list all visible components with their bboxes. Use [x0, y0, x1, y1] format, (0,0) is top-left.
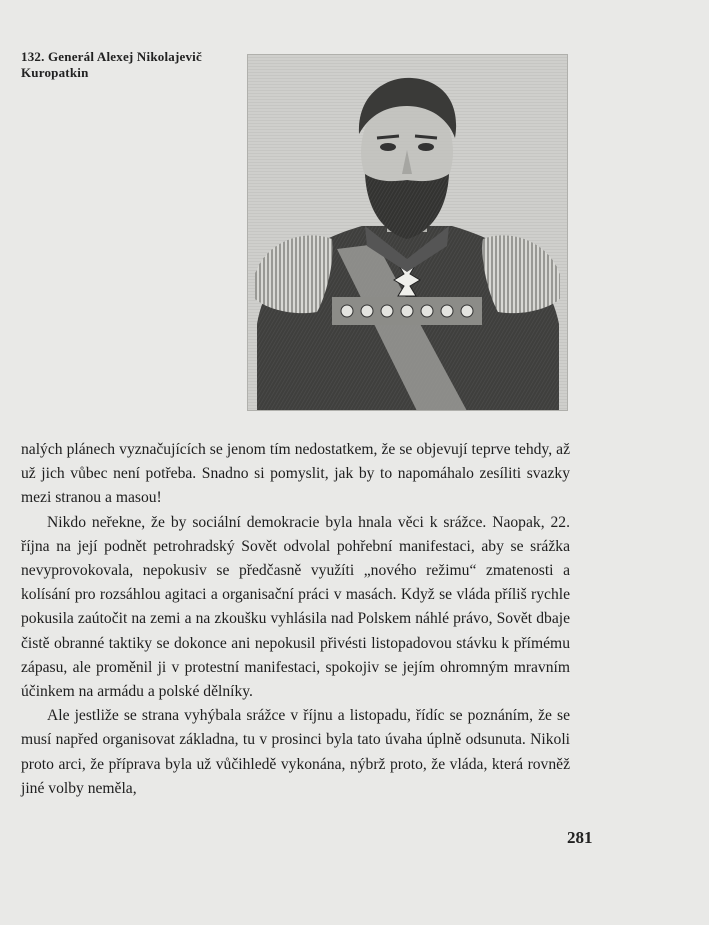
caption-line-2: Kuropatkin	[21, 65, 89, 80]
paragraph-1: nalých plánech vyznačujících se jenom tím nedostatkem, že se objevují teprve tehdy, až už jich vůbec není potřeba. Snadno si pomyslit, jak by to napomáhalo zesíliti svazky mezi stranou a masou!	[21, 441, 570, 507]
caption-line-1: 132. Generál Alexej Nikolajevič	[21, 49, 202, 64]
paragraph-3: Ale jestliže se strana vyhýbala srážce v říjnu a listopadu, řídíc se poznáním, že se musí napřed organisovat základna, tu v prosinci byla tato úvaha úplně odsunuta. Nikoli proto arci, že příprava byla už vůčihledě vykonána, nýbrž proto, že vláda, která rovněž jiné volby neměla,	[21, 707, 570, 797]
page-number: 281	[567, 828, 593, 847]
figure-caption	[21, 49, 202, 81]
portrait-engraving	[247, 54, 568, 411]
body-text	[21, 438, 570, 801]
paragraph-2: Nikdo neřekne, že by sociální demokracie byla hnala věci k srážce. Naopak, 22. října na její podnět petrohradský Sovět odvolal pohřební manifestaci, aby se srážka nevyprovokovala, nepokusiv se předčasně využíti „nového režimu“ zmatenosti a kolísání pro rozsáhlou agitaci a organisační práci v masách. Když se vláda příliš rychle pokusila zaútočit na zemi a na zkoušku vyhlásila nad Polskem náhlé právo, Sovět dbaje čistě obranné taktiky se dokonce ani nepokusil přivésti listopadovou stávku k přímému zápasu, ale proměnil ji v protestní manifestaci, spokojiv se jejím ohromným mravním účinkem na armádu a polské dělníky.	[21, 513, 570, 701]
